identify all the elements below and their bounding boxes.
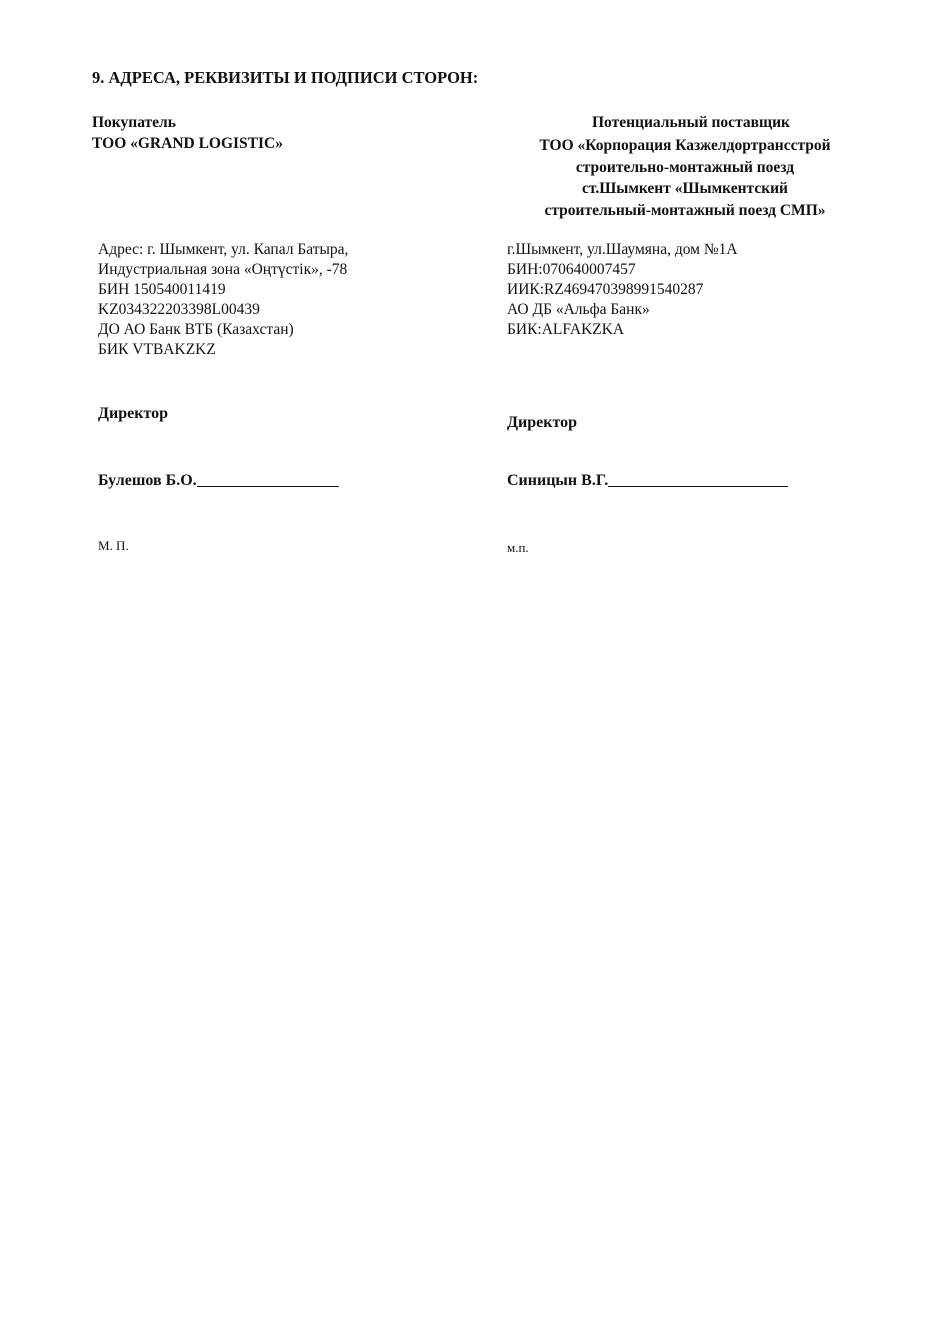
buyer-stamp-label: М. П. bbox=[98, 538, 129, 553]
section-heading: 9. АДРЕСА, РЕКВИЗИТЫ И ПОДПИСИ СТОРОН: bbox=[92, 68, 479, 87]
supplier-bank: АО ДБ «Альфа Банк» bbox=[507, 301, 650, 318]
buyer-bin: БИН 150540011419 bbox=[98, 281, 226, 298]
buyer-account: KZ034322203398L00439 bbox=[98, 301, 260, 318]
supplier-company-name bbox=[500, 135, 870, 221]
buyer-company-name: ТОО «GRAND LOGISTIC» bbox=[92, 135, 283, 152]
buyer-signature-line bbox=[197, 485, 339, 487]
buyer-director-title: Директор bbox=[98, 405, 168, 422]
buyer-requisites bbox=[98, 240, 348, 360]
supplier-company-line-2: строительно-монтажный поезд bbox=[575, 158, 795, 176]
supplier-signature-line bbox=[608, 485, 788, 487]
buyer-address-line-1: Адрес: г. Шымкент, ул. Капал Батыра, bbox=[98, 241, 349, 258]
supplier-bik: БИК:ALFAKZKA bbox=[507, 321, 625, 338]
buyer-address-line-2: Индустриальная зона «Оңтүстік», -78 bbox=[98, 261, 348, 278]
supplier-company-line-3: ст.Шымкент «Шымкентский bbox=[582, 180, 788, 197]
buyer-signature-block bbox=[98, 472, 339, 490]
supplier-address: г.Шымкент, ул.Шаумяна, дом №1А bbox=[507, 241, 738, 258]
supplier-signatory-name: Синицын В.Г. bbox=[507, 472, 609, 489]
supplier-signature-block bbox=[507, 472, 788, 490]
supplier-role: Потенциальный поставщик bbox=[592, 114, 790, 131]
supplier-bin: БИН:070640007457 bbox=[507, 261, 636, 278]
buyer-bank: ДО АО Банк ВТБ (Казахстан) bbox=[98, 321, 294, 338]
supplier-stamp-label: м.п. bbox=[507, 540, 529, 555]
supplier-company-line-4: строительный-монтажный поезд СМП» bbox=[544, 201, 826, 219]
supplier-director-title: Директор bbox=[507, 414, 577, 431]
buyer-bik: БИК VTBAKZKZ bbox=[98, 341, 216, 358]
buyer-signatory-name: Булешов Б.О. bbox=[98, 472, 197, 489]
buyer-role: Покупатель bbox=[92, 114, 176, 131]
supplier-requisites bbox=[507, 240, 738, 340]
supplier-iik: ИИК:RZ469470398991540287 bbox=[507, 281, 704, 298]
supplier-company-line-1: ТОО «Корпорация Казжелдортрансстрой bbox=[539, 137, 831, 154]
